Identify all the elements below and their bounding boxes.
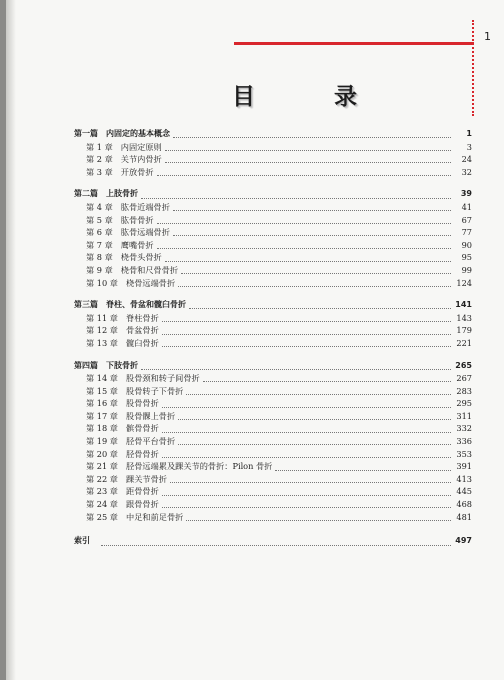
toc-entry-number: 第三篇 bbox=[74, 300, 98, 310]
toc-entry-number: 第 4 章 bbox=[86, 201, 113, 212]
toc-page-number: 481 bbox=[456, 511, 472, 522]
toc-part-row[interactable] bbox=[74, 535, 472, 548]
toc-entry-title: 骨盆骨折 bbox=[126, 325, 159, 336]
toc-entry-number: 第 24 章 bbox=[86, 499, 118, 510]
toc-entry-title: 开放骨折 bbox=[120, 166, 154, 177]
toc-chapter-row[interactable] bbox=[74, 460, 472, 473]
toc-entry-title: 股骨颈和转子间骨折 bbox=[126, 373, 200, 384]
toc-part-row[interactable] bbox=[74, 128, 472, 141]
toc-entry-title: 股骨骨折 bbox=[126, 398, 159, 409]
toc-dot-leader bbox=[186, 387, 451, 395]
toc-entry-number: 第 25 章 bbox=[86, 511, 118, 522]
toc-entry-number: 第二篇 bbox=[74, 189, 98, 199]
toc-chapter-row[interactable] bbox=[74, 337, 472, 350]
toc-dot-leader bbox=[165, 254, 451, 262]
toc-entry-number: 第 16 章 bbox=[86, 398, 118, 409]
toc-dot-leader bbox=[178, 437, 451, 445]
toc-spacer bbox=[74, 350, 472, 360]
toc-dot-leader bbox=[162, 314, 451, 322]
toc-dot-leader bbox=[141, 191, 451, 199]
toc-page-number: 353 bbox=[456, 448, 472, 459]
toc-part-row[interactable] bbox=[74, 299, 472, 312]
toc-page-number: 391 bbox=[456, 461, 472, 472]
toc-entry-title: 肱骨近端骨折 bbox=[120, 201, 170, 212]
toc-entry-title: 股骨髁上骨折 bbox=[126, 410, 176, 421]
toc-dot-leader bbox=[101, 538, 451, 546]
toc-entry-number: 第 15 章 bbox=[86, 385, 118, 396]
toc-page-number: 445 bbox=[456, 486, 472, 497]
toc-dot-leader bbox=[173, 228, 451, 236]
toc-entry-number: 第一篇 bbox=[74, 129, 98, 138]
toc-page-number: 95 bbox=[461, 252, 472, 263]
toc-entry-title: 内固定的基本概念 bbox=[106, 129, 170, 138]
toc-entry-number: 第 9 章 bbox=[86, 264, 113, 275]
toc-entry-title: 髋臼骨折 bbox=[126, 337, 159, 348]
toc-entry-number: 第 3 章 bbox=[86, 166, 113, 177]
toc-page-number: 24 bbox=[461, 154, 472, 165]
toc-chapter-row[interactable] bbox=[74, 397, 472, 410]
toc-dot-leader bbox=[173, 130, 451, 138]
toc-dot-leader bbox=[157, 168, 451, 176]
toc-entry-title: 距骨骨折 bbox=[126, 486, 159, 497]
toc-entry-title: 内固定原则 bbox=[120, 141, 162, 152]
toc-entry-number: 第 14 章 bbox=[86, 373, 118, 384]
toc-entry-number: 第 22 章 bbox=[86, 473, 118, 484]
toc-dot-leader bbox=[189, 301, 451, 309]
toc-page-number: 295 bbox=[456, 398, 472, 409]
toc-entry-title: 关节内骨折 bbox=[120, 154, 162, 165]
toc-entry-number: 第 18 章 bbox=[86, 423, 118, 434]
toc-entry-number: 第 8 章 bbox=[86, 252, 113, 263]
toc-chapter-row[interactable] bbox=[74, 448, 472, 461]
toc-page-number: 32 bbox=[461, 166, 472, 177]
toc-dot-leader bbox=[141, 362, 451, 370]
toc-entry-number: 第 21 章 bbox=[86, 461, 118, 472]
header-red-rule bbox=[234, 42, 474, 45]
toc-chapter-row[interactable] bbox=[74, 435, 472, 448]
toc-page-number: 179 bbox=[456, 325, 472, 336]
toc-page-number: 90 bbox=[461, 239, 472, 250]
toc-entry-title: 中足和前足骨折 bbox=[126, 511, 184, 522]
toc-entry-title: 桡骨和尺骨骨折 bbox=[120, 264, 179, 275]
toc-entry-title: 胫骨骨折 bbox=[126, 448, 159, 459]
page-number: 1 bbox=[484, 30, 491, 43]
toc-page-number: 265 bbox=[455, 360, 472, 370]
toc-entry-title: 桡骨头骨折 bbox=[120, 252, 162, 263]
toc-page-number: 77 bbox=[461, 227, 472, 238]
toc-chapter-row[interactable] bbox=[74, 264, 472, 277]
toc-entry-title: 桡骨远端骨折 bbox=[126, 277, 176, 288]
toc-entry-number: 第 12 章 bbox=[86, 325, 118, 336]
toc-entry-title: 上肢骨折 bbox=[106, 189, 138, 199]
toc-page-number: 1 bbox=[466, 129, 472, 138]
toc-dot-leader bbox=[170, 475, 451, 483]
toc-page-number: 41 bbox=[461, 201, 472, 212]
toc-spacer bbox=[74, 178, 472, 188]
toc-page-number: 267 bbox=[456, 373, 472, 384]
toc-chapter-row[interactable] bbox=[74, 410, 472, 423]
toc-entry-title: 胫骨平台骨折 bbox=[126, 436, 176, 447]
toc-entry-number: 第 5 章 bbox=[86, 214, 113, 225]
toc-chapter-row[interactable] bbox=[74, 201, 472, 214]
toc-chapter-row[interactable] bbox=[74, 239, 472, 252]
toc-entry-number: 第 19 章 bbox=[86, 436, 118, 447]
toc-dot-leader bbox=[162, 425, 451, 433]
toc-entry-title: 髌骨骨折 bbox=[126, 423, 159, 434]
toc-entry-number: 第 6 章 bbox=[86, 227, 113, 238]
toc-entry-title: 鹰嘴骨折 bbox=[120, 239, 154, 250]
toc-chapter-row[interactable] bbox=[74, 251, 472, 264]
toc-page-number: 67 bbox=[461, 214, 472, 225]
toc-dot-leader bbox=[162, 400, 451, 408]
toc-dot-leader bbox=[162, 339, 451, 347]
toc-chapter-row[interactable] bbox=[74, 511, 472, 524]
toc-page-number: 283 bbox=[456, 385, 472, 396]
toc-entry-number: 第 23 章 bbox=[86, 486, 118, 497]
toc-dot-leader bbox=[178, 412, 451, 420]
toc-page-number: 39 bbox=[460, 189, 472, 199]
toc-dot-leader bbox=[181, 266, 451, 274]
toc-chapter-row[interactable] bbox=[74, 324, 472, 337]
toc-chapter-row[interactable] bbox=[74, 372, 472, 385]
toc-page-number: 468 bbox=[456, 499, 472, 510]
toc-page-number: 332 bbox=[456, 423, 472, 434]
toc-dot-leader bbox=[178, 279, 451, 287]
toc-chapter-row[interactable] bbox=[74, 473, 472, 486]
toc-part-row[interactable] bbox=[74, 188, 472, 201]
toc-page-number: 124 bbox=[456, 277, 472, 288]
toc-entry-title: 脊柱、骨盆和髋臼骨折 bbox=[106, 300, 186, 310]
toc-page-number: 221 bbox=[456, 337, 472, 348]
toc-page-number: 497 bbox=[455, 536, 472, 546]
toc-entry-title: 下肢骨折 bbox=[106, 360, 138, 370]
toc-chapter-row[interactable] bbox=[74, 312, 472, 325]
toc-dot-leader bbox=[162, 327, 451, 335]
toc-entry-number: 第 1 章 bbox=[86, 141, 113, 152]
toc-chapter-row[interactable] bbox=[74, 485, 472, 498]
toc-entry-number: 第 13 章 bbox=[86, 337, 118, 348]
toc-dot-leader bbox=[162, 500, 451, 508]
toc-dot-leader bbox=[162, 488, 451, 496]
toc-entry-number: 第 7 章 bbox=[86, 239, 113, 250]
toc-dot-leader bbox=[165, 155, 451, 163]
toc-entry-title: 跟骨骨折 bbox=[126, 499, 159, 510]
toc-entry-number: 索引 bbox=[74, 536, 90, 546]
toc-chapter-row[interactable] bbox=[74, 277, 472, 290]
toc-part-row[interactable] bbox=[74, 360, 472, 373]
toc-chapter-row[interactable] bbox=[74, 422, 472, 435]
toc-chapter-row[interactable] bbox=[74, 385, 472, 398]
toc-chapter-row[interactable] bbox=[74, 226, 472, 239]
toc-entry-title: 脊柱骨折 bbox=[126, 312, 159, 323]
table-of-contents bbox=[74, 128, 472, 548]
toc-dot-leader bbox=[157, 241, 451, 249]
toc-chapter-row[interactable] bbox=[74, 153, 472, 166]
toc-entry-number: 第四篇 bbox=[74, 360, 98, 370]
toc-entry-number: 第 11 章 bbox=[86, 312, 118, 323]
toc-entry-title: 肱骨远端骨折 bbox=[120, 227, 170, 238]
toc-dot-leader bbox=[173, 203, 451, 211]
toc-entry-title: 踝关节骨折 bbox=[126, 473, 167, 484]
page-title: 目 录 bbox=[232, 84, 385, 110]
toc-entry-number: 第 20 章 bbox=[86, 448, 118, 459]
toc-entry-title: 胫骨远端累及踝关节的骨折：Pilon 骨折 bbox=[126, 461, 273, 472]
toc-page-number: 143 bbox=[456, 312, 472, 323]
toc-entry-title: 肱骨骨折 bbox=[120, 214, 154, 225]
toc-dot-leader bbox=[157, 216, 451, 224]
toc-dot-leader bbox=[203, 374, 451, 382]
toc-dot-leader bbox=[275, 463, 451, 471]
toc-chapter-row[interactable] bbox=[74, 214, 472, 227]
toc-page-number: 413 bbox=[456, 473, 472, 484]
toc-entry-number: 第 2 章 bbox=[86, 154, 113, 165]
toc-page-number: 141 bbox=[455, 300, 472, 310]
header-red-dotted-line bbox=[472, 20, 474, 116]
book-page bbox=[6, 0, 504, 680]
toc-page-number: 99 bbox=[461, 264, 472, 275]
toc-page-number: 336 bbox=[456, 436, 472, 447]
toc-spacer bbox=[74, 289, 472, 299]
toc-page-number: 311 bbox=[456, 410, 472, 421]
toc-entry-number: 第 10 章 bbox=[86, 277, 118, 288]
toc-dot-leader bbox=[162, 450, 451, 458]
toc-chapter-row[interactable] bbox=[74, 166, 472, 179]
toc-chapter-row[interactable] bbox=[74, 498, 472, 511]
toc-dot-leader bbox=[165, 143, 451, 151]
toc-page-number: 3 bbox=[466, 141, 472, 152]
toc-spacer bbox=[74, 523, 472, 535]
toc-entry-title: 股骨转子下骨折 bbox=[126, 385, 184, 396]
toc-entry-number: 第 17 章 bbox=[86, 410, 118, 421]
toc-chapter-row[interactable] bbox=[74, 141, 472, 154]
toc-dot-leader bbox=[186, 513, 451, 521]
